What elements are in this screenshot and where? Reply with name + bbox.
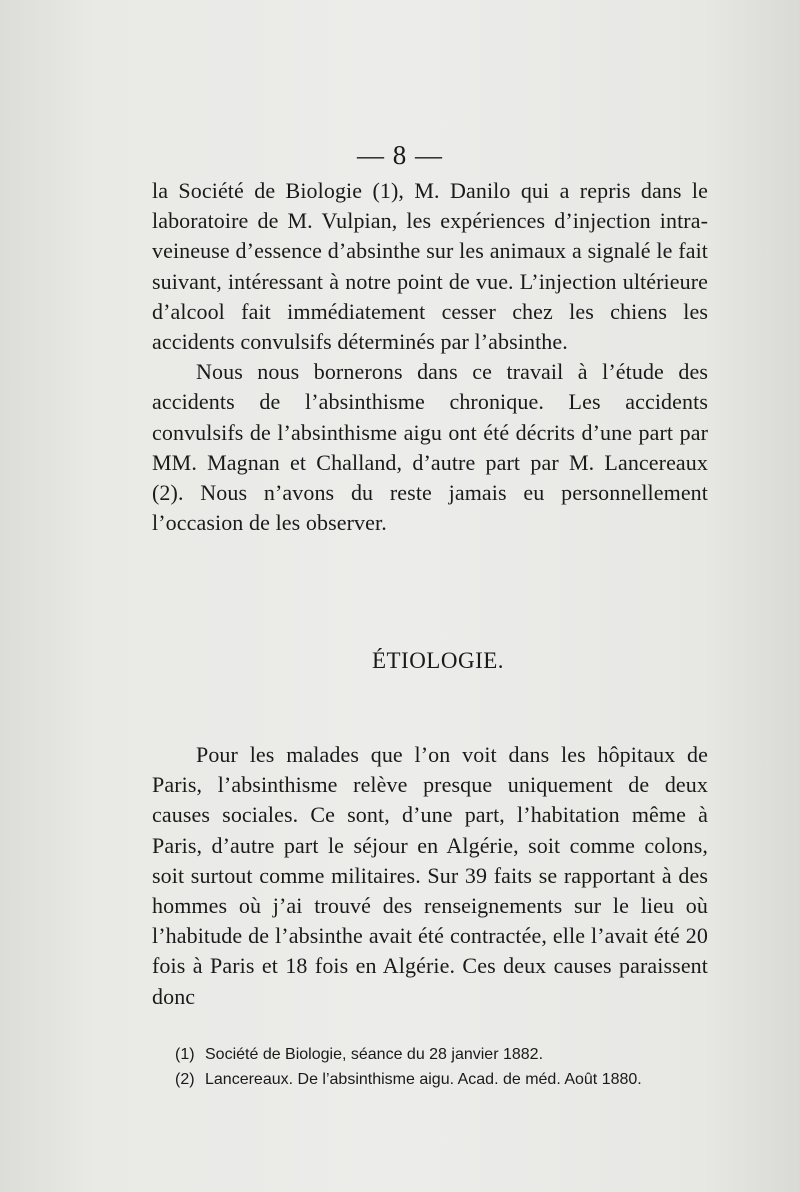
footnotes [175,1042,715,1092]
paragraph-etiology: Pour les malades que l’on voit dans les hôpitaux de Paris, l’absinthisme relève presque uniquement de deux causes sociales. Ce sont, d’une part, l’habitation même à Paris, d’autre part le séjour en Algérie, soit comme colons, soit surtout comme militaires. Sur 39 faits se rapportant à des hommes où j’ai trouvé des renseignements sur le lieu où l’habitude de l’absinthe avait été contractée, elle l’avait été 20 fois à Paris et 18 fois en Algérie. Ces deux causes paraissent donc [152,742,708,1009]
top-text-block [152,176,708,538]
footnote-text: Lancereaux. De l’absinthisme aigu. Acad. de méd. Août 1880. [205,1071,642,1088]
footnote-2 [175,1067,715,1092]
footnote-marker: (2) [175,1071,195,1088]
paragraph-continuation: la Société de Biologie (1), M. Danilo qui a repris dans le laboratoire de M. Vulpian, les expériences d’injection intra-veineuse d’essence d’absinthe sur les animaux a signalé le fait suivant, intéressant à notre point de vue. L’injection ultérieure d’alcool fait immédiatement cesser chez les chiens les accidents convulsifs déterminés par l’absinthe. [152,178,708,355]
section-heading: ÉTIOLOGIE. [371,648,505,673]
bottom-text-block [152,740,708,1012]
footnote-marker: (1) [175,1046,195,1063]
footnote-text: Société de Biologie, séance du 28 janvier 1882. [205,1046,544,1063]
footnote-1 [175,1042,715,1067]
page-number: — 8 — [357,140,443,170]
paragraph-scope: Nous nous bornerons dans ce travail à l’étude des accidents de l’absinthisme chronique. Les accidents convulsifs de l’absinthisme aigu ont été décrits d’une part par MM. Magnan et Challand, d’autre part par M. Lancereaux (2). Nous n’avons du reste jamais eu personnellement l’occasion de les observer. [152,359,708,536]
